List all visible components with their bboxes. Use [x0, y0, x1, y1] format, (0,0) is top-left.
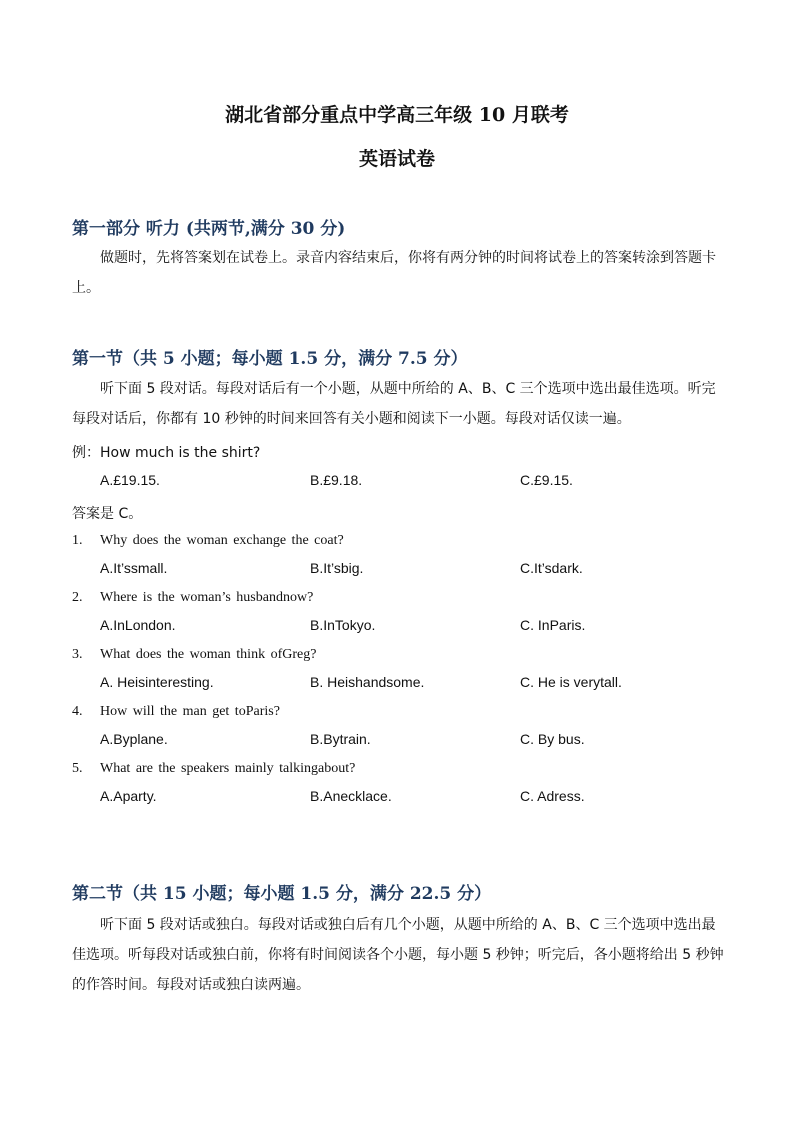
option-a: A.Aparty. [100, 788, 157, 804]
option-c: C. By bus. [520, 731, 585, 747]
option-a: A.It’ssmall. [100, 560, 168, 576]
option-b: B.InTokyo. [310, 617, 376, 633]
part1-instructions: 做题时，先将答案划在试卷上。录音内容结束后，你将有两分钟的时间将试卷上的答案转涂到答题卡上。 [72, 250, 716, 296]
option-b: B. Heishandsome. [310, 674, 425, 690]
option-c: C. He is verytall. [520, 674, 622, 690]
question-text: How will the man get toParis? [100, 704, 280, 719]
option-b: B.Bytrain. [310, 731, 371, 747]
section2-heading: 第二节（共 15 小题；每小题 1.5 分，满分 22.5 分） [72, 884, 492, 904]
option-a: A. Heisinteresting. [100, 674, 214, 690]
option-b: B.Anecklace. [310, 788, 392, 804]
question-text: What does the woman think ofGreg? [100, 647, 317, 662]
option-a: A.InLondon. [100, 617, 176, 633]
option-b: B.It’sbig. [310, 560, 364, 576]
example-option-a: A.£19.15. [100, 472, 160, 488]
option-c: C. Adress. [520, 788, 585, 804]
exam-title: 湖北省部分重点中学高三年级 10 月联考 [225, 104, 569, 126]
question-number: 5. [72, 761, 83, 776]
question-text: Where is the woman’s husbandnow? [100, 590, 314, 605]
section1-instructions: 听下面 5 段对话。每段对话后有一个小题，从题中所给的 A、B、C 三个选项中选出最佳选项。听完每段对话后，你都有 10 秒钟的时间来回答有关小题和阅读下一小题。每段对话仅读一遍。 [72, 381, 716, 427]
question-number: 1. [72, 533, 83, 548]
example-question: 例：How much is the shirt? [72, 445, 261, 461]
example-answer: 答案是 C。 [72, 506, 143, 522]
section2-instructions: 听下面 5 段对话或独白。每段对话或独白后有几个小题，从题中所给的 A、B、C 三个选项中选出最佳选项。听每段对话或独白前，你将有时间阅读各个小题，每小题 5 秒钟；听完后，各小题将给出 5 秒钟的作答时间。每段对话或独白读两遍。 [72, 917, 724, 993]
option-c: C.It’sdark. [520, 560, 583, 576]
example-option-c: C.£9.15. [520, 472, 573, 488]
question-text: Why does the woman exchange the coat? [100, 533, 344, 548]
question-text: What are the speakers mainly talkingabout? [100, 761, 356, 776]
example-option-b: B.£9.18. [310, 472, 363, 488]
question-number: 3. [72, 647, 83, 662]
part1-heading: 第一部分 听力 (共两节,满分 30 分) [72, 219, 346, 239]
question-number: 4. [72, 704, 83, 719]
question-number: 2. [72, 590, 83, 605]
exam-subtitle: 英语试卷 [358, 148, 435, 170]
section1-heading: 第一节（共 5 小题；每小题 1.5 分，满分 7.5 分） [72, 349, 468, 369]
option-c: C. InParis. [520, 617, 586, 633]
option-a: A.Byplane. [100, 731, 168, 747]
